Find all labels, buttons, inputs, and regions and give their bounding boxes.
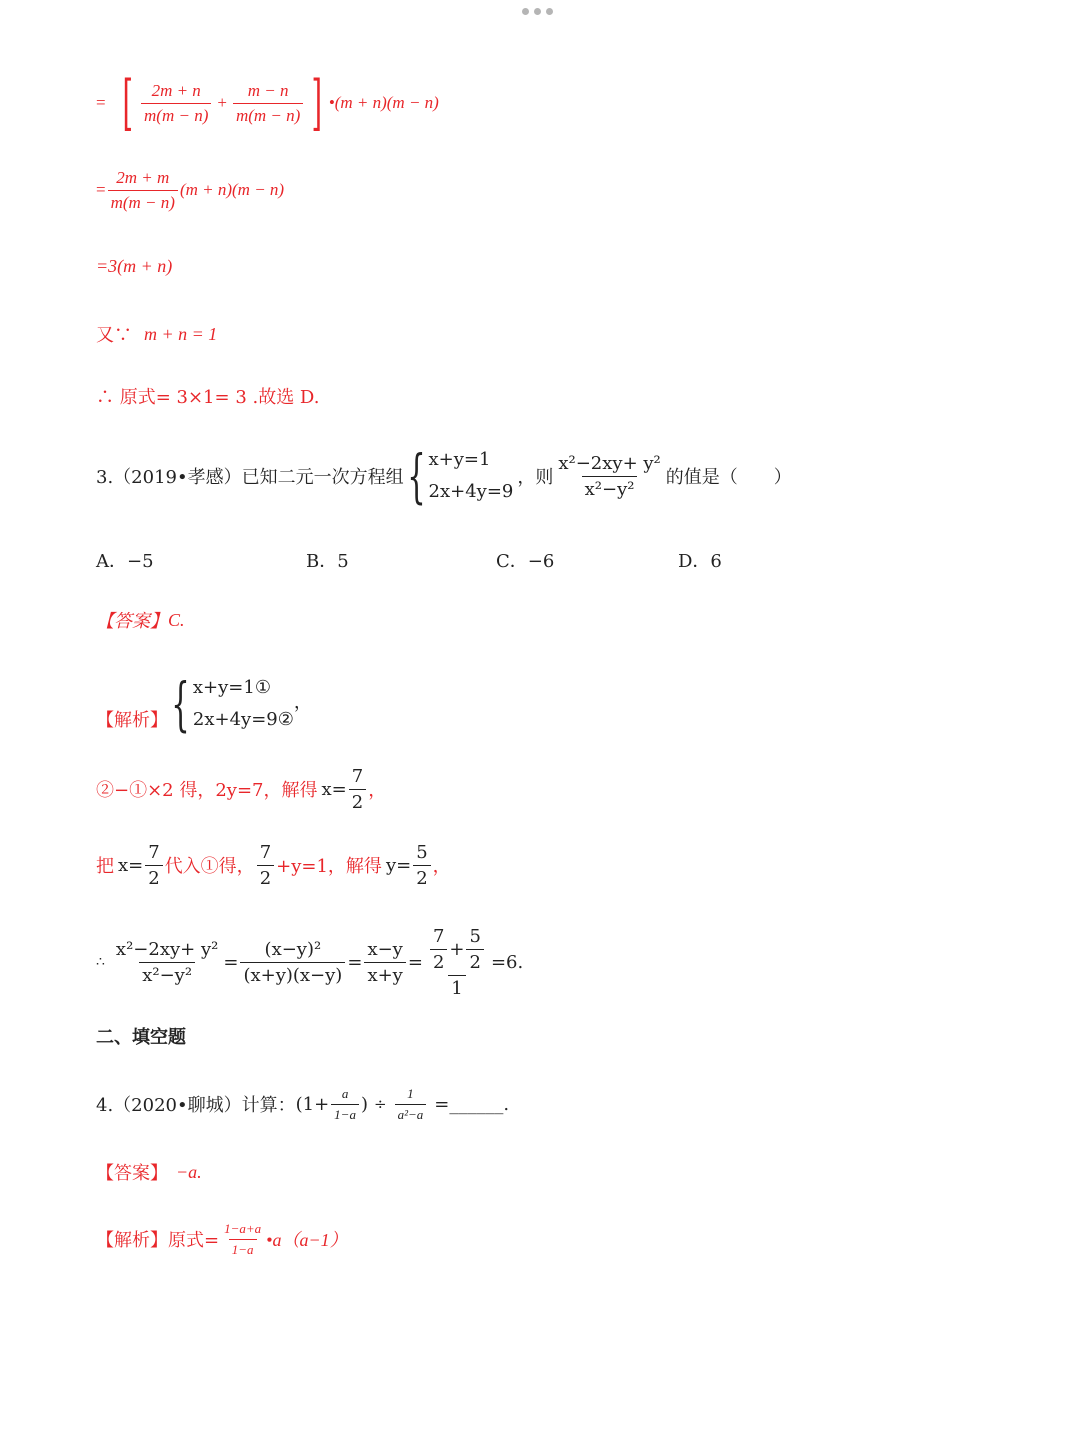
q3-step-b: 把 x= $\frac{7}{2}$ 代入①得， $\frac{7}{2}$ +y=1，解得 y= $\frac{5}{2}$ ，: [96, 841, 451, 889]
equation-system: x+y=1① 2x+4y=9②: [192, 677, 294, 730]
fraction: $\frac{2m + m}{m(m - n)}$: [108, 168, 178, 213]
solution-step-4: 又∵ m + n = 1: [96, 323, 218, 346]
option-b[interactable]: B．5: [306, 551, 349, 572]
fraction: $\frac{1-a+a}{1-a}$: [224, 1220, 262, 1257]
q3-step-c: ∴ $\frac{\text{x²−2xy+ y²}}{\text{x²−y²}}$ = $\frac{\text{(x−y)²}}{(x+y)(x-y)}$ = $\frac{x-y}{x+y}$ = $\frac{7}{2}$ + $\frac{5}{2}$ 1 =6.: [96, 925, 524, 999]
solution-step-2: = $\frac{2m + m}{m(m - n)}$ (m + n)(m − n): [96, 167, 285, 212]
fraction: $\frac{1}{\text{a²−a}}$: [395, 1086, 427, 1123]
fraction: $\frac{7}{2}$: [145, 842, 162, 889]
solution-step-3: =3(m + n): [96, 255, 173, 276]
section-title: 二、填空题: [96, 1027, 186, 1048]
system-brace: {: [171, 670, 190, 738]
q3-analysis: 【解析】 { x+y=1① 2x+4y=9② ，: [96, 670, 312, 738]
equals-sign: =: [96, 93, 106, 112]
question-4: 4.（2020•聊城）计算： (1+ $\frac{a}{1-a}$ ) ÷ $\frac{1}{\text{a²−a}}$ =______.: [96, 1085, 510, 1122]
option-a[interactable]: A．−5: [96, 551, 154, 572]
fraction: $\frac{x-y}{x+y}$: [364, 939, 405, 986]
fraction: $\frac{5}{2}$: [413, 842, 430, 889]
compound-fraction: $\frac{7}{2}$ + $\frac{5}{2}$ 1: [425, 926, 489, 999]
fraction: $\frac{a}{1-a}$: [331, 1086, 359, 1123]
fraction: $\frac{7}{2}$: [349, 766, 366, 813]
option-c[interactable]: C．−6: [496, 551, 555, 572]
q4-analysis: 【解析】原式= $\frac{1-a+a}{1-a}$ •a（a−1）: [96, 1220, 348, 1257]
fraction: $\frac{7}{2}$: [257, 842, 274, 889]
q3-answer: 【答案】 C.: [96, 609, 185, 631]
system-brace: {: [406, 442, 426, 510]
left-bracket: [: [122, 68, 133, 138]
fraction: $\frac{\text{x²−2xy+ y²}}{\text{x²−y²}}$: [558, 452, 661, 500]
solution-step-5: ∴ 原式= 3×1= 3 .故选 D.: [96, 387, 320, 408]
fraction: $\frac{5}{2}$: [466, 926, 483, 973]
fraction: $\frac{m - n}{m(m - n)}$: [233, 81, 303, 126]
fraction: $\frac{\text{x²−2xy+ y²}}{\text{x²−y²}}$: [115, 938, 219, 986]
q4-answer: 【答案】 −a.: [96, 1161, 202, 1184]
fraction: $\frac{\text{(x−y)²}}{(x+y)(x-y)}$: [240, 939, 345, 986]
answer-blank[interactable]: =______.: [434, 1093, 510, 1115]
more-options-icon[interactable]: [522, 8, 553, 15]
q3-options: [96, 546, 722, 574]
right-bracket: ]: [311, 68, 323, 138]
fraction: $\frac{7}{2}$: [430, 926, 447, 973]
question-3: 3.（2019•孝感）已知二元一次方程组 { x+y=1 2x+4y=9 ，则 $\frac{\text{x²−2xy+ y²}}{\text{x²−y²}}$ 的值是（ ）: [96, 442, 792, 510]
q3-step-a: ②−①×2 得，2y=7，解得 x= $\frac{7}{2}$ ，: [96, 765, 387, 813]
solution-step-1: = [ $\frac{2m + n}{m(m - n)}$ + $\frac{m - n}{m(m - n)}$ ] •(m + n)(m − n): [96, 68, 439, 138]
option-d[interactable]: D．6: [678, 551, 722, 572]
fraction: $\frac{2m + n}{m(m - n)}$: [141, 81, 211, 126]
equation-system: x+y=1 2x+4y=9: [428, 449, 514, 502]
